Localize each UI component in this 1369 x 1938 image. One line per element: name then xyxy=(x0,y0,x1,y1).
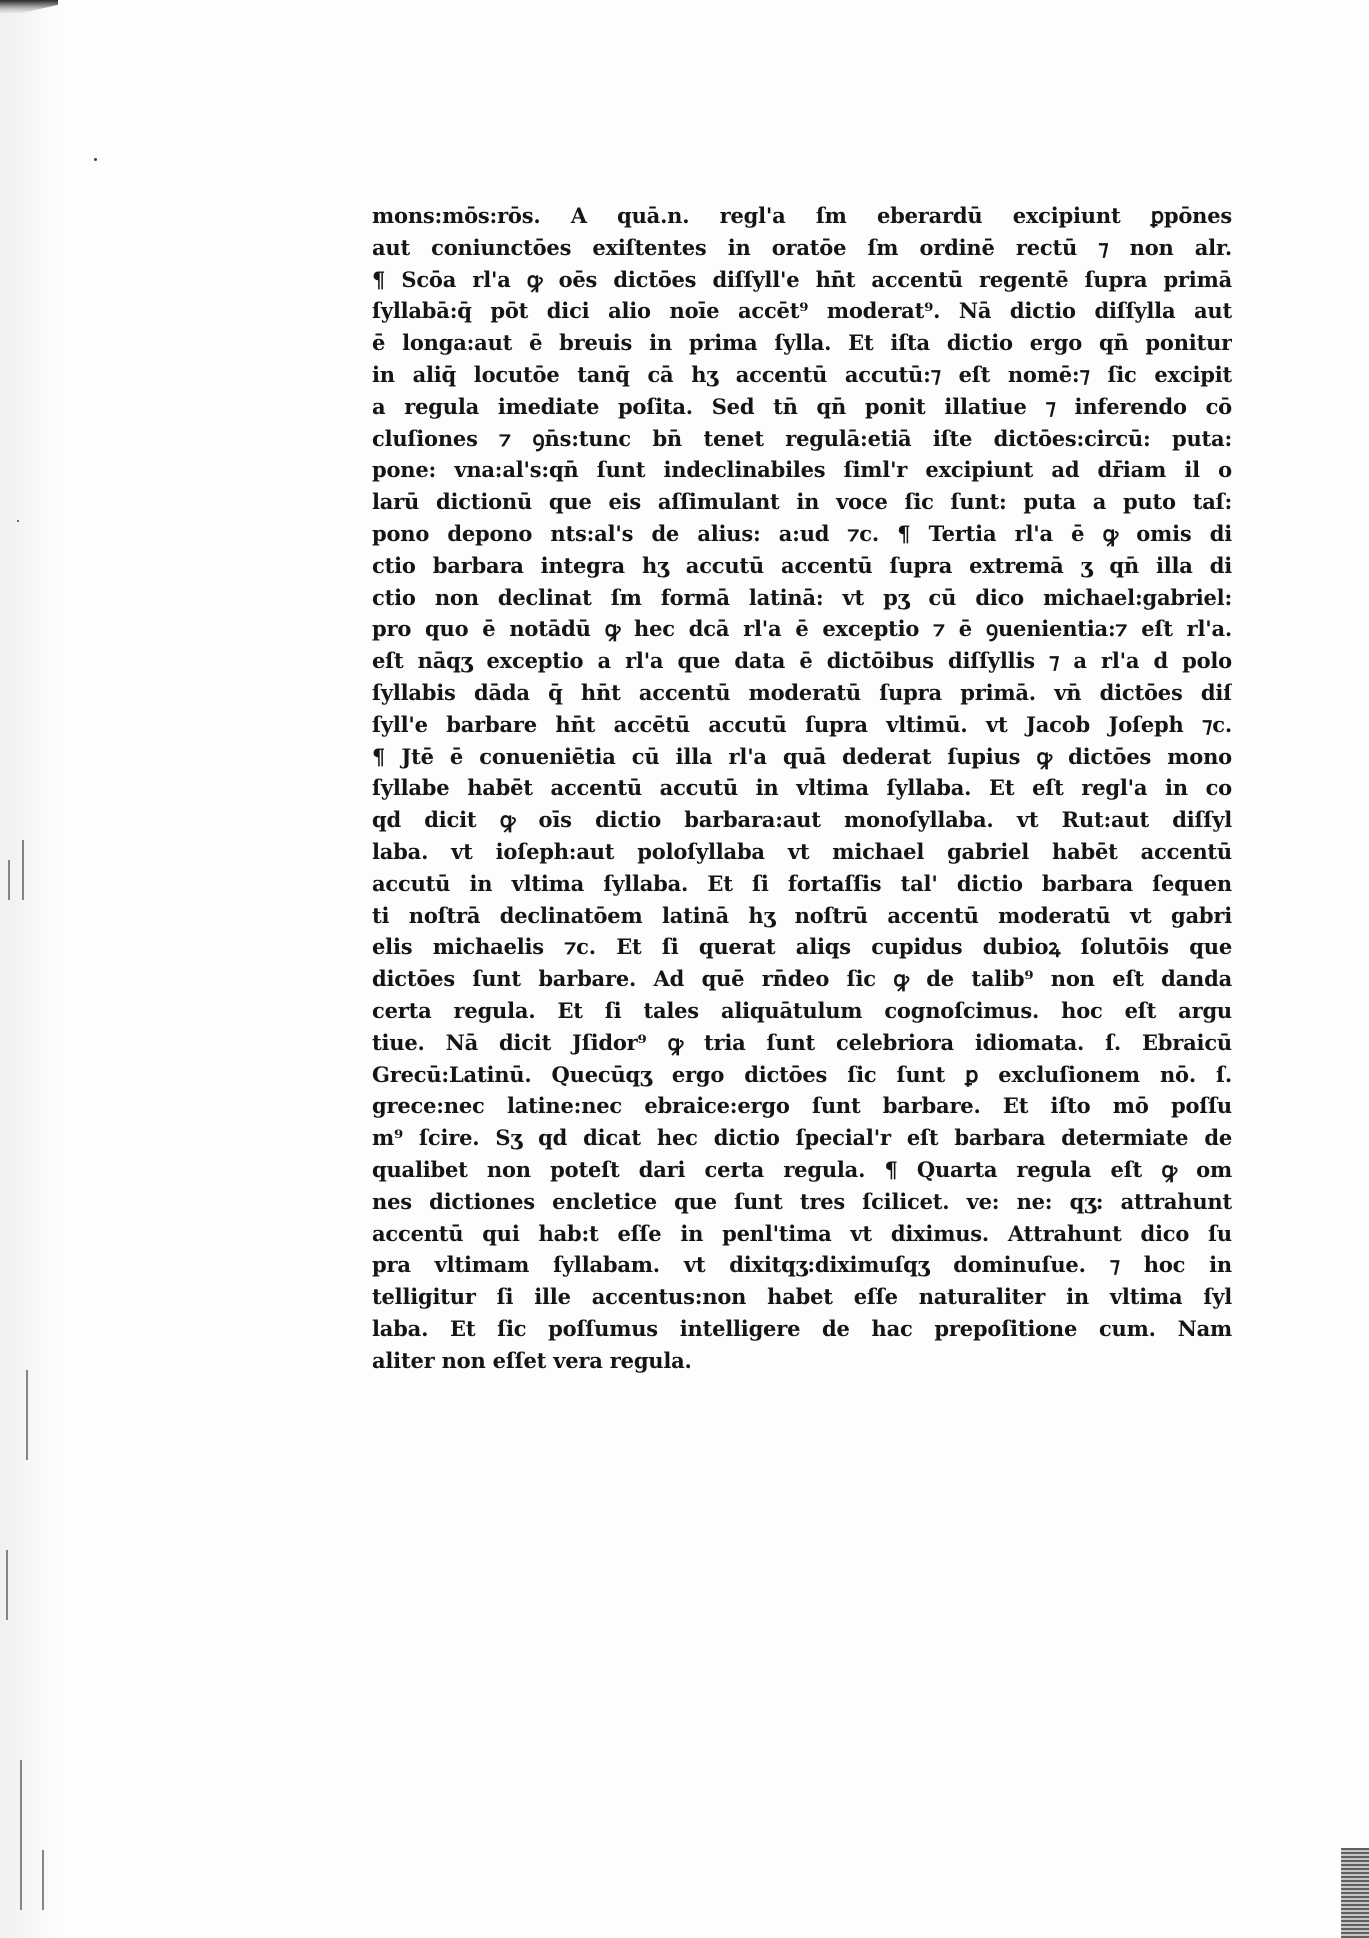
margin-mark xyxy=(42,1850,44,1910)
text-line: laba. vt ioſeph:aut poloſyllaba vt michael gabriel habēt accentū xyxy=(372,838,1232,864)
text-line: dictōes ſunt barbare. Ad quē rn̄deo ſic ꝙ de talib⁹ non eſt danda xyxy=(372,966,1232,992)
margin-mark xyxy=(6,1550,8,1620)
text-line: mons:mōs:rōs. A quā.n. regl'a ſm eberardū excipiunt ꝑpōnes xyxy=(372,203,1232,228)
text-line: accutū in vltima ſyllaba. Et ſi fortaſſis tal' dictio barbara ſequen xyxy=(372,870,1232,896)
ink-speck xyxy=(17,520,19,522)
text-line: ¶ Jtē ē conueniētia cū illa rl'a quā dederat ſupius ꝙ dictōes mono xyxy=(372,743,1232,769)
text-line: larū dictionū que eis aſſimulant in voce ſic ſunt: puta a puto taſ: xyxy=(372,489,1232,515)
text-line: accentū qui hab:t eſſe in penl'tima vt diximus. Attrahunt dico ſu xyxy=(372,1220,1232,1246)
text-line: a regula imediate poſita. Sed tn̄ qn̄ ponit illatiue ⁊ inferendo cō xyxy=(372,393,1232,419)
text-line: cluſiones ⁊ ꝯn̄s:tunc bn̄ tenet regulā:etiā iſte dictōes:circū: puta: xyxy=(372,425,1232,451)
text-line: qualibet non poteſt dari certa regula. ¶ Quarta regula eſt ꝙ om xyxy=(372,1156,1232,1182)
text-line: aut coniunctōes exiſtentes in oratōe ſm ordinē rectū ⁊ non alr. xyxy=(372,234,1232,260)
text-line: nes dictiones encletice que ſunt tres ſcilicet. ve: ne: qʒ: attrahunt xyxy=(372,1188,1232,1214)
scan-corner-artifact-bottom xyxy=(1341,1848,1369,1938)
text-line: in aliq̄ locutōe tanq̄ cā hʒ accentū accutū:⁊ eſt nomē:⁊ ſic excipit xyxy=(372,361,1232,387)
text-line: ¶ Scōa rl'a ꝙ oēs dictōes diſſyll'e hn̄t accentū regentē ſupra primā xyxy=(372,266,1232,292)
text-line: qd dicit ꝙ oīs dictio barbara:aut monoſyllaba. vt Rut:aut diſſyl xyxy=(372,807,1232,833)
text-line: ē longa:aut ē breuis in prima ſylla. Et iſta dictio ergo qn̄ ponitur xyxy=(372,330,1232,356)
margin-mark xyxy=(20,1760,22,1910)
body-text xyxy=(372,200,1232,1376)
margin-mark xyxy=(26,1370,28,1460)
text-line: pono depono nts:al's de alius: a:ud ⁊c. ¶ Tertia rl'a ē ꝙ omis di xyxy=(372,520,1232,546)
text-line: tiue. Nā dicit Jſidor⁹ ꝙ tria ſunt celebriora idiomata. ſ. Ebraicū xyxy=(372,1029,1232,1055)
text-line: m⁹ ſcire. Sʒ qd dicat hec dictio ſpecial'r eſt barbara determiate de xyxy=(372,1125,1232,1151)
text-line: pro quo ē notādū ꝙ hec dcā rl'a ē exceptio ⁊ ē ꝯuenientia:⁊ eſt rl'a. xyxy=(372,616,1232,642)
text-line: certa regula. Et ſi tales aliquātulum cognoſcimus. hoc eſt argu xyxy=(372,997,1232,1023)
scan-edge-shadow xyxy=(0,0,60,1938)
text-line: pra vltimam ſyllabam. vt dixitqʒ:diximuſqʒ dominuſue. ⁊ hoc in xyxy=(372,1252,1232,1278)
ink-speck xyxy=(94,158,97,161)
text-line: Grecū:Latinū. Quecūqʒ ergo dictōes ſic ſunt ꝑ excluſionem nō. ſ. xyxy=(372,1061,1232,1087)
text-line: eſt nāqʒ exceptio a rl'a que data ē dictōibus diſſyllis ⁊ a rl'a d polo xyxy=(372,648,1232,674)
text-line: elis michaelis ⁊c. Et ſi querat aliqs cupidus dubioꝝ ſolutōis que xyxy=(372,934,1232,960)
text-line: telligitur ſi ille accentus:non habet eſſe naturaliter in vltima ſyl xyxy=(372,1284,1232,1310)
text-line: ti noſtrā declinatōem latinā hʒ noſtrū accentū moderatū vt gabri xyxy=(372,902,1232,928)
text-line: aliter non eſſet vera regula. xyxy=(372,1347,692,1373)
text-line: laba. Et ſic poſſumus intelligere de hac prepoſitione cum. Nam xyxy=(372,1315,1232,1341)
text-line: ſyllabis dāda q̄ hn̄t accentū moderatū ſupra primā. vn̄ dictōes diſ xyxy=(372,679,1232,705)
margin-mark xyxy=(8,860,10,900)
margin-mark xyxy=(22,840,24,900)
text-line: ctio barbara integra hʒ accutū accentū ſupra extremā ʒ qn̄ illa di xyxy=(372,552,1232,578)
text-line: pone: vna:al's:qn̄ ſunt indeclinabiles ſiml'r excipiunt ad dr̄iam il o xyxy=(372,457,1232,483)
text-line: ſyllabā:q̄ pōt dici alio noīe accēt⁹ moderat⁹. Nā dictio diſſylla aut xyxy=(372,298,1232,324)
text-line: ſyllabe habēt accentū accutū in vltima ſyllaba. Et eſt regl'a in co xyxy=(372,775,1232,801)
text-line: ctio non declinat ſm formā latinā: vt pʒ cū dico michael:gabriel: xyxy=(372,584,1232,610)
text-line: ſyll'e barbare hn̄t accētū accutū ſupra vltimū. vt Jacob Joſeph ⁊c. xyxy=(372,711,1232,737)
text-line: grece:nec latine:nec ebraice:ergo ſunt barbare. Et iſto mō poſſu xyxy=(372,1093,1232,1119)
